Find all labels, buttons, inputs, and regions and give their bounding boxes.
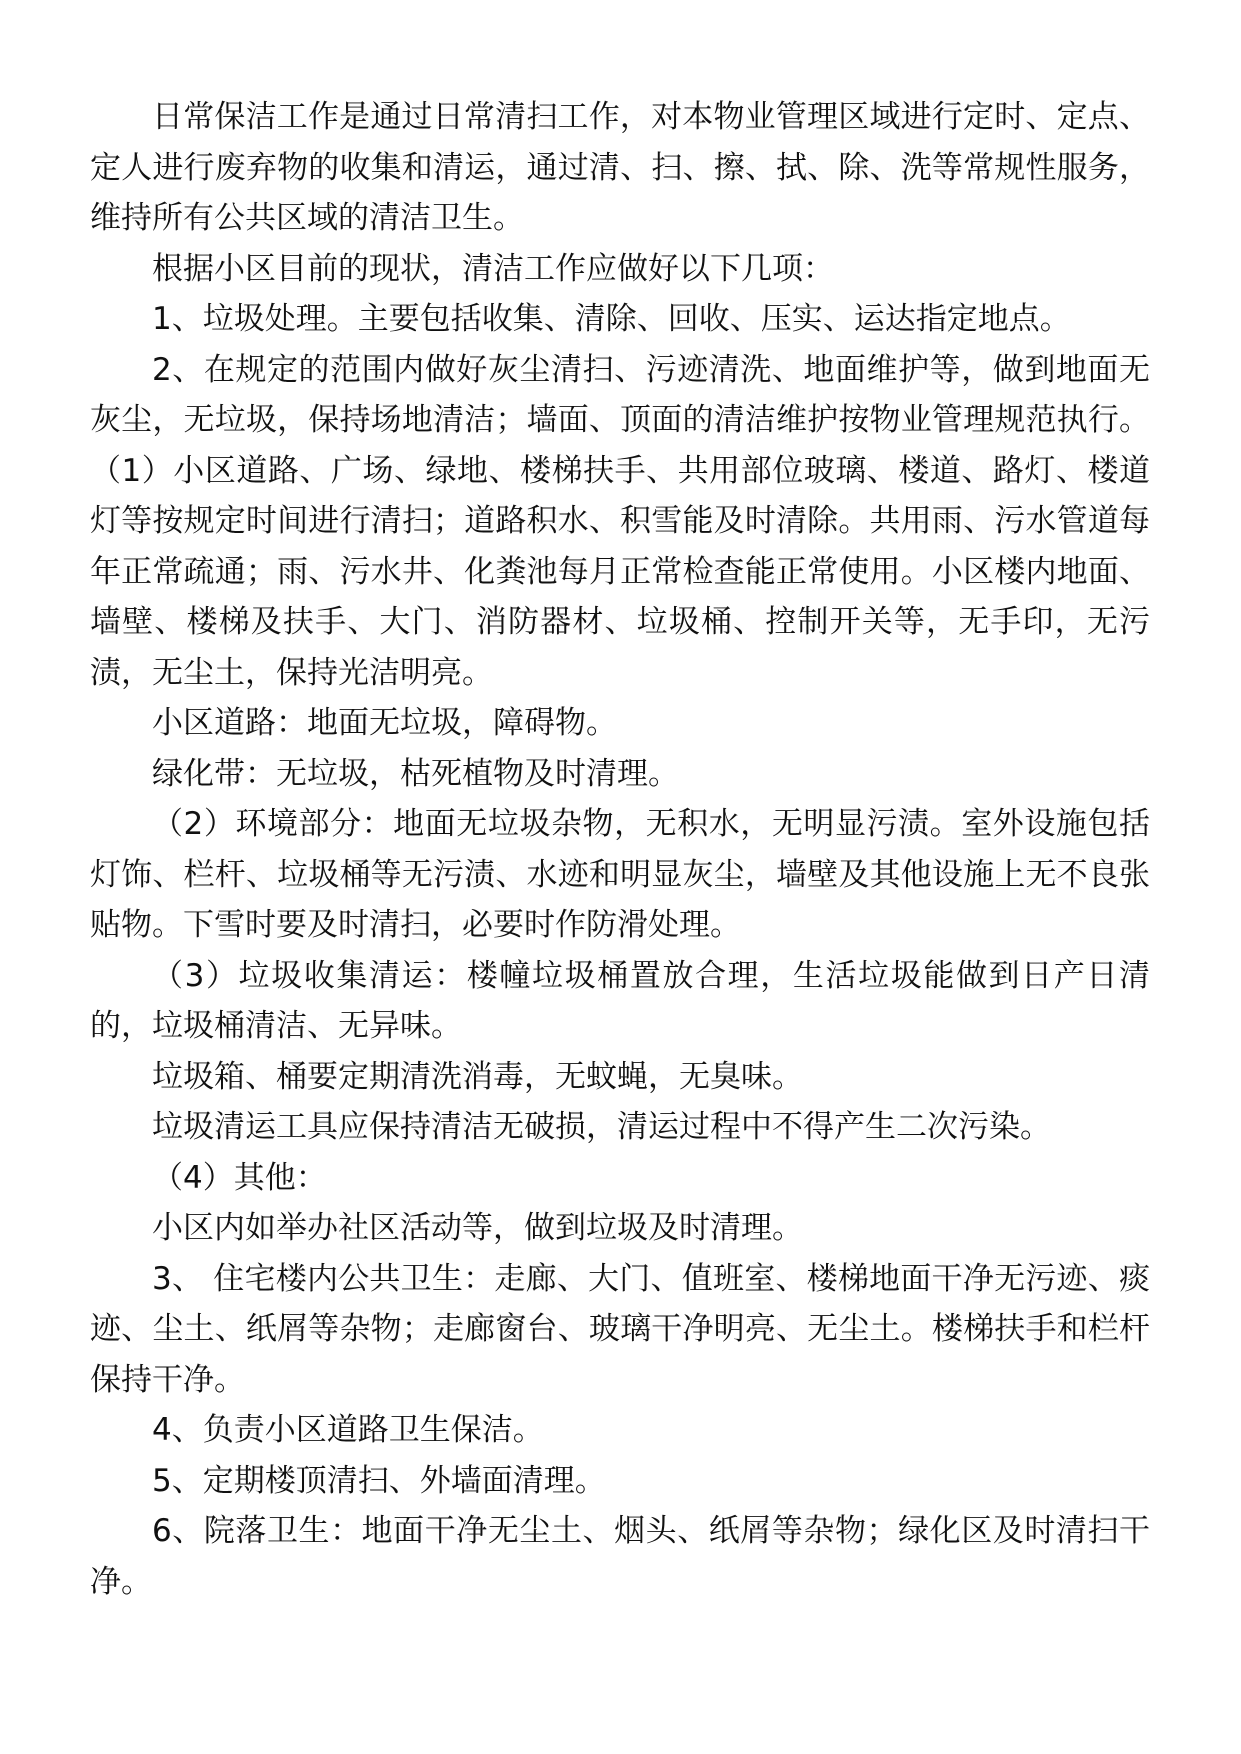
paragraph-item-3: 3、 住宅楼内公共卫生：走廊、大门、值班室、楼梯地面干净无污迹、痰迹、尘土、纸屑等杂物；走廊窗台、玻璃干净明亮、无尘土。楼梯扶手和栏杆保持干净。 [90, 1260, 1150, 1398]
paragraph-item-1: 1、垃圾处理。主要包括收集、清除、回收、压实、运达指定地点。 [152, 301, 1071, 337]
paragraph-road: 小区道路：地面无垃圾，障碍物。 [152, 705, 617, 741]
paragraph-item-6: 6、院落卫生：地面干净无尘土、烟头、纸屑等杂物；绿化区及时清扫干净。 [90, 1513, 1150, 1600]
document-body [90, 92, 1150, 1607]
paragraph-environment: （2）环境部分：地面无垃圾杂物，无积水，无明显污渍。室外设施包括灯饰、栏杆、垃圾桶等无污渍、水迹和明显灰尘，墙壁及其他设施上无不良张贴物。下雪时要及时清扫，必要时作防滑处理。 [90, 806, 1150, 943]
paragraph-item-4: 4、负责小区道路卫生保洁。 [152, 1412, 544, 1448]
paragraph-garbage-tools: 垃圾清运工具应保持清洁无破损，清运过程中不得产生二次污染。 [152, 1109, 1051, 1145]
paragraph-green-belt: 绿化带：无垃圾，枯死植物及时清理。 [152, 755, 679, 792]
paragraph-other: （4）其他： [152, 1159, 327, 1196]
paragraph-activities: 小区内如举办社区活动等，做到垃圾及时清理。 [152, 1210, 803, 1246]
paragraph-status: 根据小区目前的现状，清洁工作应做好以下几项： [152, 250, 834, 287]
paragraph-item-5: 5、定期楼顶清扫、外墙面清理。 [152, 1462, 606, 1499]
paragraph-item-2: 2、在规定的范围内做好灰尘清扫、污迹清洗、地面维护等，做到地面无灰尘，无垃圾，保持场地清洁；墙面、顶面的清洁维护按物业管理规范执行。（1）小区道路、广场、绿地、楼梯扶手、共用部位玻璃、楼道、路灯、楼道灯等按规定时间进行清扫；道路积水、积雪能及时清除。共用雨、污水管道每年正常疏通；雨、污水井、化粪池每月正常检查能正常使用。小区楼内地面、墙壁、楼梯及扶手、大门、消防器材、垃圾桶、控制开关等，无手印，无污渍，无尘土，保持光洁明亮。 [90, 351, 1150, 691]
paragraph-garbage-bins: 垃圾箱、桶要定期清洗消毒，无蚊蝇，无臭味。 [152, 1058, 803, 1095]
paragraph-garbage-collection: （3）垃圾收集清运：楼幢垃圾桶置放合理，生活垃圾能做到日产日清的，垃圾桶清洁、无异味。 [90, 957, 1150, 1044]
paragraph-intro: 日常保洁工作是通过日常清扫工作，对本物业管理区域进行定时、定点、定人进行废弃物的收集和清运，通过清、扫、擦、拭、除、洗等常规性服务，维持所有公共区域的清洁卫生。 [90, 99, 1150, 236]
